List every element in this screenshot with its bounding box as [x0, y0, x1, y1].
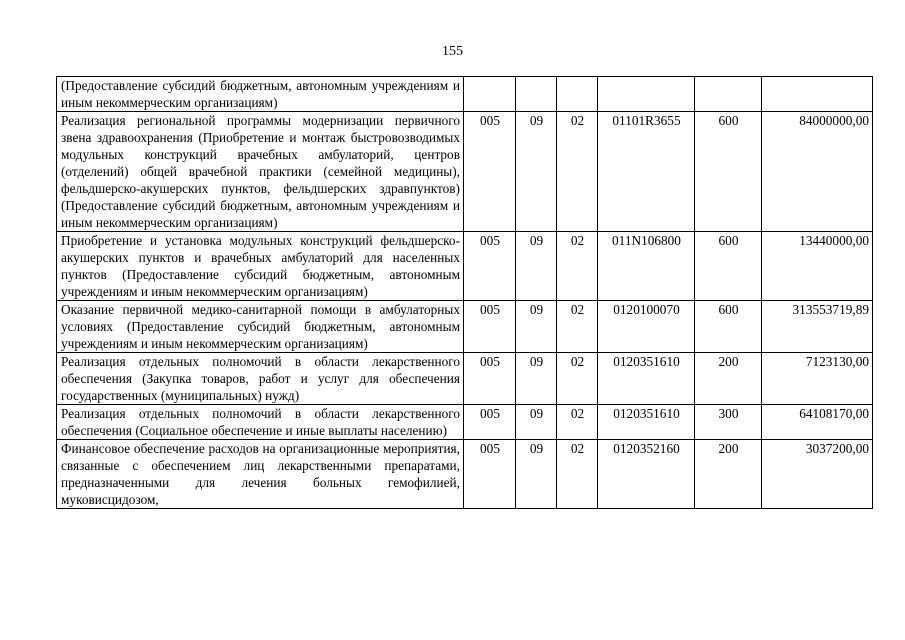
target-item-code: 0120351610 [598, 405, 695, 440]
expense-description: Реализация отдельных полномочий в области лекарственного обеспечения (Социальное обеспечение и иные выплаты населению) [57, 405, 464, 440]
expense-type-code: 600 [695, 112, 762, 232]
section-code: 09 [516, 112, 557, 232]
amount: 313553719,89 [762, 301, 873, 353]
amount: 64108170,00 [762, 405, 873, 440]
amount: 84000000,00 [762, 112, 873, 232]
amount: 3037200,00 [762, 440, 873, 509]
section-code: 09 [516, 440, 557, 509]
table-row [57, 232, 873, 301]
amount [762, 77, 873, 112]
expense-type-code: 600 [695, 301, 762, 353]
subsection-code [557, 77, 598, 112]
ministry-code: 005 [464, 405, 516, 440]
budget-table [56, 76, 873, 509]
expense-description: Реализация отдельных полномочий в области лекарственного обеспечения (Закупка товаров, работ и услуг для обеспечения государственных (муниципальных) нужд) [57, 353, 464, 405]
table-row [57, 405, 873, 440]
expense-type-code: 200 [695, 440, 762, 509]
subsection-code: 02 [557, 405, 598, 440]
ministry-code: 005 [464, 440, 516, 509]
section-code [516, 77, 557, 112]
subsection-code: 02 [557, 301, 598, 353]
section-code: 09 [516, 405, 557, 440]
section-code: 09 [516, 232, 557, 301]
table-row [57, 440, 873, 509]
target-item-code: 0120100070 [598, 301, 695, 353]
ministry-code: 005 [464, 353, 516, 405]
expense-description: Приобретение и установка модульных конструкций фельдшерско-акушерских пунктов и врачебных амбулаторий для населенных пунктов (Предоставление субсидий бюджетным, автономным учреждениям и иным некоммерческим организациям) [57, 232, 464, 301]
table-row [57, 112, 873, 232]
target-item-code [598, 77, 695, 112]
ministry-code: 005 [464, 232, 516, 301]
subsection-code: 02 [557, 353, 598, 405]
expense-description: (Предоставление субсидий бюджетным, автономным учреждениям и иным некоммерческим организациям) [57, 77, 464, 112]
expense-description: Финансовое обеспечение расходов на организационные мероприятия, связанные с обеспечением лиц лекарственными препаратами, предназначенными для лечения больных гемофилией, муковисцидозом, [57, 440, 464, 509]
subsection-code: 02 [557, 112, 598, 232]
expense-type-code: 600 [695, 232, 762, 301]
expense-type-code [695, 77, 762, 112]
table-row [57, 301, 873, 353]
expense-description: Оказание первичной медико-санитарной помощи в амбулаторных условиях (Предоставление субсидий бюджетным, автономным учреждениям и иным некоммерческим организациям) [57, 301, 464, 353]
ministry-code [464, 77, 516, 112]
subsection-code: 02 [557, 232, 598, 301]
section-code: 09 [516, 301, 557, 353]
section-code: 09 [516, 353, 557, 405]
table-row [57, 353, 873, 405]
target-item-code: 011N106800 [598, 232, 695, 301]
expense-type-code: 300 [695, 405, 762, 440]
subsection-code: 02 [557, 440, 598, 509]
expense-description: Реализация региональной программы модернизации первичного звена здравоохранения (Приобретение и монтаж быстровозводимых модульных конструкций врачебных амбулаторий, центров (отделений) общей врачебной практики (семейной медицины), фельдшерско-акушерских пунктов, фельдшерских здравпунктов) (Предоставление субсидий бюджетным, автономным учреждениям и иным некоммерческим организациям) [57, 112, 464, 232]
ministry-code: 005 [464, 301, 516, 353]
table-row [57, 77, 873, 112]
ministry-code: 005 [464, 112, 516, 232]
target-item-code: 0120352160 [598, 440, 695, 509]
expense-type-code: 200 [695, 353, 762, 405]
amount: 13440000,00 [762, 232, 873, 301]
amount: 7123130,00 [762, 353, 873, 405]
target-item-code: 0120351610 [598, 353, 695, 405]
target-item-code: 01101R3655 [598, 112, 695, 232]
page-number: 155 [442, 44, 463, 59]
